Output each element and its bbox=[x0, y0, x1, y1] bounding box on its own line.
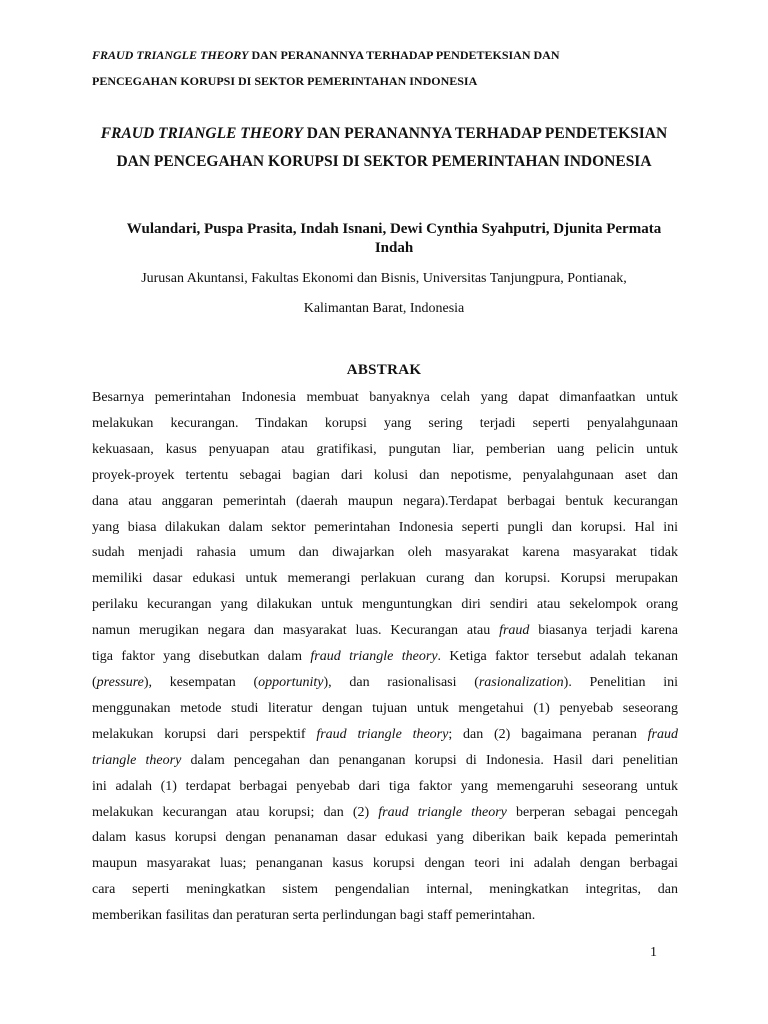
abstract-line bbox=[92, 618, 678, 644]
abstract-text: melakukan kecurangan atau korupsi; dan (2) bbox=[92, 804, 379, 820]
abstract-line bbox=[92, 540, 678, 566]
running-header-line-1 bbox=[92, 42, 692, 68]
running-header bbox=[92, 42, 692, 94]
abstract-text: proyek-proyek tertentu sebagai bagian dari kolusi dan nepotisme, penyalahgunaan aset dan bbox=[92, 467, 678, 483]
abstract-text: ( bbox=[92, 674, 97, 690]
paper-title bbox=[80, 120, 688, 176]
abstract-italic-term: opportunity bbox=[258, 674, 324, 690]
abstract-text: menggunakan metode studi literatur dengan tujuan untuk mengetahui (1) penyebab seseorang bbox=[92, 700, 678, 716]
author-list: Wulandari, Puspa Prasita, Indah Isnani, Dewi Cynthia Syahputri, Djunita Permata Indah bbox=[126, 221, 662, 256]
abstract-text: yang biasa dilakukan dalam sektor pemerintahan Indonesia seperti pungli dan korupsi. Hal ini bbox=[92, 519, 678, 535]
abstract-text: melakukan kecurangan. Tindakan korupsi yang sering terjadi seperti penyalahgunaan bbox=[92, 415, 678, 431]
abstract-text: perilaku kecurangan yang dilakukan untuk menguntungkan diri sendiri atau sekelompok orang bbox=[92, 597, 678, 613]
abstract-text: dalam pencegahan dan penanganan korupsi di Indonesia. Hasil dari penelitian bbox=[181, 752, 678, 768]
running-header-italic: FRAUD TRIANGLE THEORY bbox=[92, 48, 249, 62]
abstract-line bbox=[92, 722, 678, 748]
abstract-line bbox=[92, 748, 678, 774]
abstract-line bbox=[92, 644, 678, 670]
abstract-text: ; dan (2) bagaimana peranan bbox=[448, 726, 648, 742]
abstract-line bbox=[92, 851, 678, 877]
abstract-line bbox=[92, 774, 678, 800]
running-header-rest: DAN PERANANNYA TERHADAP PENDETEKSIAN DAN bbox=[248, 48, 560, 62]
abstract-heading: ABSTRAK bbox=[346, 362, 422, 378]
abstract-line bbox=[92, 800, 678, 826]
abstract-text: biasanya terjadi karena bbox=[529, 623, 679, 639]
abstract-text: memiliki dasar edukasi untuk memerangi perlakuan curang dan korupsi. Korupsi merupakan bbox=[92, 571, 678, 587]
abstract-text: ini adalah (1) terdapat berbagai penyebab dari tiga faktor yang memengaruhi seseorang untuk bbox=[92, 778, 678, 794]
abstract-line bbox=[92, 437, 678, 463]
running-header-line-2: PENCEGAHAN KORUPSI DI SEKTOR PEMERINTAHAN INDONESIA bbox=[92, 74, 478, 88]
abstract-text: melakukan korupsi dari perspektif bbox=[92, 726, 317, 742]
abstract-text: memberikan fasilitas dan peraturan serta perlindungan bagi staff pemerintahan. bbox=[92, 908, 536, 924]
abstract-text: ). Penelitian ini bbox=[563, 674, 678, 690]
title-line-1 bbox=[80, 120, 688, 148]
abstract-line bbox=[92, 877, 678, 903]
abstract-line bbox=[92, 411, 678, 437]
page-number: 1 bbox=[650, 945, 657, 960]
title-line-2: DAN PENCEGAHAN KORUPSI DI SEKTOR PEMERINTAHAN INDONESIA bbox=[116, 153, 652, 170]
abstract-text: cara seperti meningkatkan sistem pengendalian internal, meningkatkan integritas, dan bbox=[92, 882, 678, 898]
abstract-italic-term: fraud bbox=[499, 623, 530, 639]
abstract-text: sudah menjadi rahasia umum dan diwajarkan oleh masyarakat karena masyarakat tidak bbox=[92, 545, 678, 561]
abstract-text: . Ketiga faktor tersebut adalah tekanan bbox=[437, 649, 679, 665]
abstract-italic-term: fraud triangle theory bbox=[310, 649, 438, 665]
abstract-italic-term: fraud triangle theory bbox=[378, 804, 507, 820]
abstract-line bbox=[92, 385, 678, 411]
affiliation-line-2: Kalimantan Barat, Indonesia bbox=[303, 301, 465, 316]
abstract-text: maupun masyarakat luas; penanganan kasus korupsi dengan teori ini adalah dengan berbagai bbox=[92, 856, 678, 872]
title-italic: FRAUD TRIANGLE THEORY bbox=[100, 125, 303, 142]
abstract-line bbox=[92, 566, 678, 592]
affiliation-line-1: Jurusan Akuntansi, Fakultas Ekonomi dan Bisnis, Universitas Tanjungpura, Pontianak, bbox=[141, 271, 627, 286]
abstract-text: dalam kasus korupsi dengan penanaman dasar edukasi yang diberikan baik kepada pemerintah bbox=[92, 830, 678, 846]
abstract-line bbox=[92, 463, 678, 489]
abstract-italic-term: pressure bbox=[96, 674, 144, 690]
abstract-italic-term: fraud bbox=[647, 726, 678, 742]
abstract-italic-term: rasionalization bbox=[478, 674, 564, 690]
abstract-text: namun merugikan negara dan masyarakat luas. Kecurangan atau bbox=[92, 623, 500, 639]
abstract-line bbox=[92, 592, 678, 618]
abstract-line bbox=[92, 515, 678, 541]
abstract-italic-term: fraud triangle theory bbox=[316, 726, 449, 742]
affiliation bbox=[96, 264, 672, 324]
abstract-line bbox=[92, 489, 678, 515]
abstract-text: tiga faktor yang disebutkan dalam bbox=[92, 649, 311, 665]
abstract-text: berperan sebagai pencegah bbox=[506, 804, 678, 820]
abstract-text: ), dan rasionalisasi ( bbox=[323, 674, 479, 690]
abstract-line bbox=[92, 696, 678, 722]
title-rest: DAN PERANANNYA TERHADAP PENDETEKSIAN bbox=[302, 125, 668, 142]
abstract-line bbox=[92, 670, 678, 696]
abstract-text: Besarnya pemerintahan Indonesia membuat banyaknya celah yang dapat dimanfaatkan untuk bbox=[92, 390, 678, 405]
abstract-line bbox=[92, 825, 678, 851]
abstract-line bbox=[92, 903, 678, 929]
abstract-text: kekuasaan, kasus penyuapan atau gratifikasi, pungutan liar, pemberian uang pelicin untuk bbox=[92, 441, 678, 457]
abstract-italic-term: triangle theory bbox=[92, 752, 182, 768]
abstract-text: ), kesempatan ( bbox=[143, 674, 259, 690]
abstract-body bbox=[92, 385, 678, 929]
abstract-text: dana atau anggaran pemerintah (daerah maupun negara).Terdapat berbagai bentuk kecurangan bbox=[92, 493, 678, 509]
